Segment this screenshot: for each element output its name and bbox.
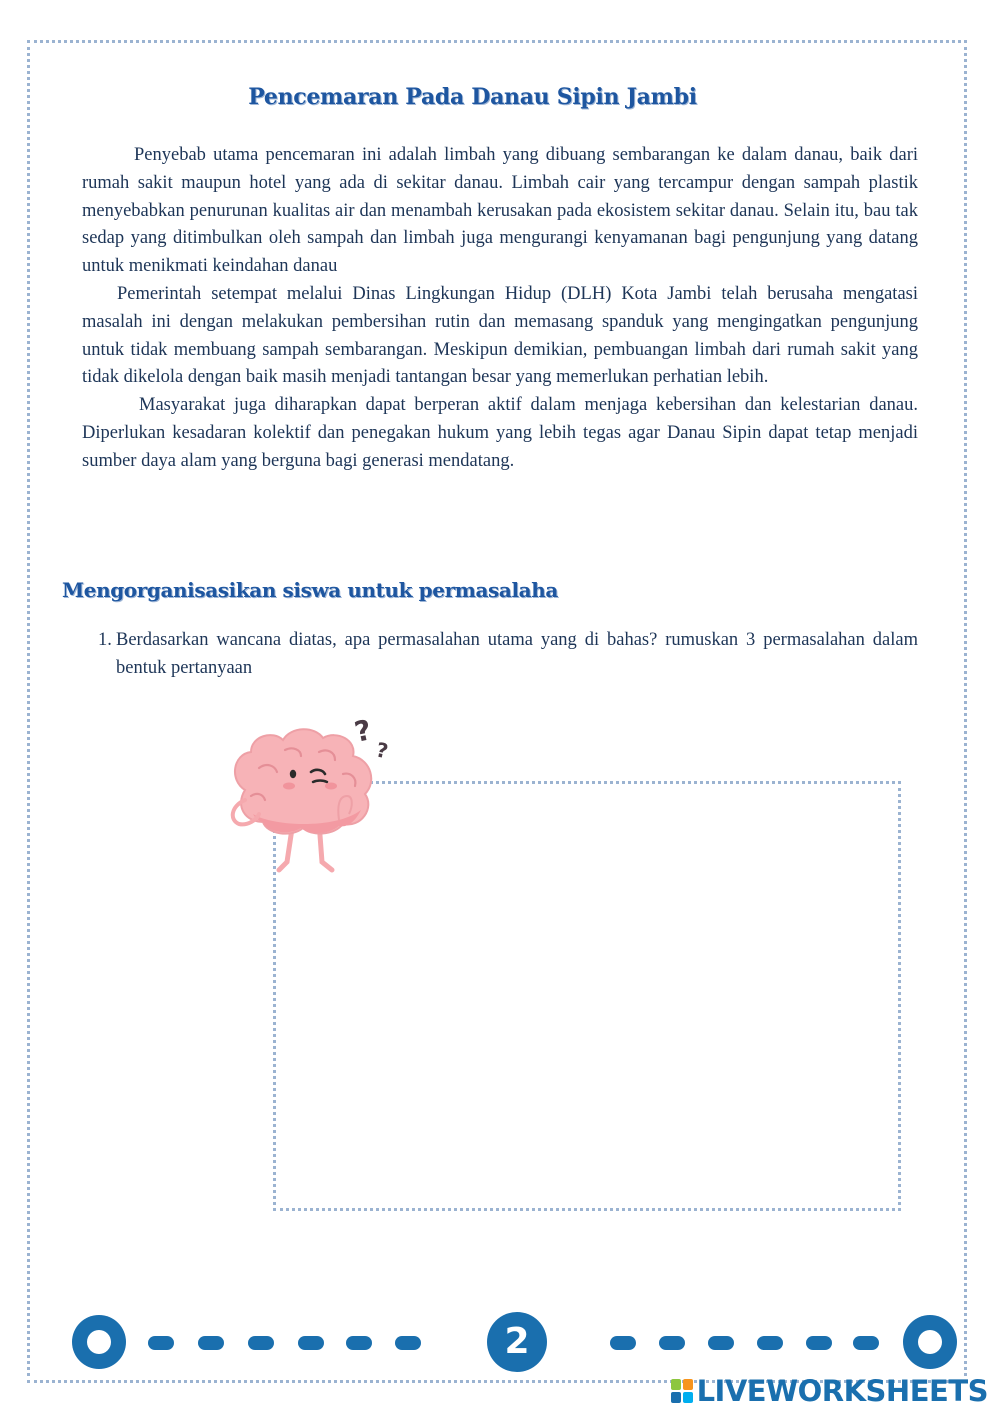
liveworksheets-logo-icon: [670, 1378, 694, 1404]
page-title: Pencemaran Pada Danau Sipin Jambi: [248, 84, 697, 110]
right-ring-icon: [903, 1315, 957, 1369]
footer-dash: [298, 1336, 324, 1350]
svg-text:?: ?: [373, 737, 391, 764]
footer-dash: [395, 1336, 421, 1350]
section-heading: Mengorganisasikan siswa untuk permasalaha: [62, 578, 558, 602]
page-footer: [0, 1300, 1000, 1380]
paragraph-3: Masyarakat juga diharapkan dapat berperan aktif dalam menjaga kebersihan dan kelestarian danau. Diperlukan kesadaran kolektif dan penegakan hukum yang lebih tegas agar Danau Sipin dapat tetap menjadi sumber daya alam yang berguna bagi generasi mendatang.: [82, 395, 918, 471]
footer-dash: [148, 1336, 174, 1350]
footer-dash: [853, 1336, 879, 1350]
footer-dash: [198, 1336, 224, 1350]
thinking-brain-icon: [215, 710, 400, 880]
footer-dash: [806, 1336, 832, 1350]
footer-dash: [610, 1336, 636, 1350]
svg-text:?: ?: [351, 713, 375, 749]
question-item: [98, 626, 918, 682]
brand-name: LIVEWORKSHEETS: [696, 1374, 988, 1408]
footer-dash: [757, 1336, 783, 1350]
liveworksheets-brand[interactable]: [670, 1373, 988, 1409]
paragraph-2: Pemerintah setempat melalui Dinas Lingkungan Hidup (DLH) Kota Jambi telah berusaha mengatasi masalah ini dengan melakukan pembersihan rutin dan memasang spanduk yang mengingatkan pengunjung untuk tidak membuang sampah sembarangan. Meskipun demikian, pembuangan limbah dari rumah sakit yang tidak dikelola dengan baik masih menjadi tantangan besar yang memerlukan perhatian lebih.: [82, 283, 918, 388]
page-number: 2: [487, 1312, 547, 1372]
footer-dash: [248, 1336, 274, 1350]
paragraph-1: Penyebab utama pencemaran ini adalah limbah yang dibuang sembarangan ke dalam danau, baik dari rumah sakit maupun hotel yang ada di sekitar danau. Limbah cair yang tercampur dengan sampah plastik menyebabkan penurunan kualitas air dan menambah kerusakan pada ekosistem sekitar danau. Selain itu, bau tak sedap yang ditimbulkan oleh sampah dan limbah juga mengurangi kenyamanan bagi pengunjung yang datang untuk menikmati keindahan danau: [82, 145, 918, 277]
reading-passage: [82, 142, 918, 476]
question-number: 1.: [98, 630, 112, 650]
footer-dash: [659, 1336, 685, 1350]
question-text: Berdasarkan wancana diatas, apa permasalahan utama yang di bahas? rumuskan 3 permasalahan dalam bentuk pertanyaan: [116, 630, 918, 678]
left-ring-icon: [72, 1315, 126, 1369]
footer-dash: [708, 1336, 734, 1350]
footer-dash: [346, 1336, 372, 1350]
